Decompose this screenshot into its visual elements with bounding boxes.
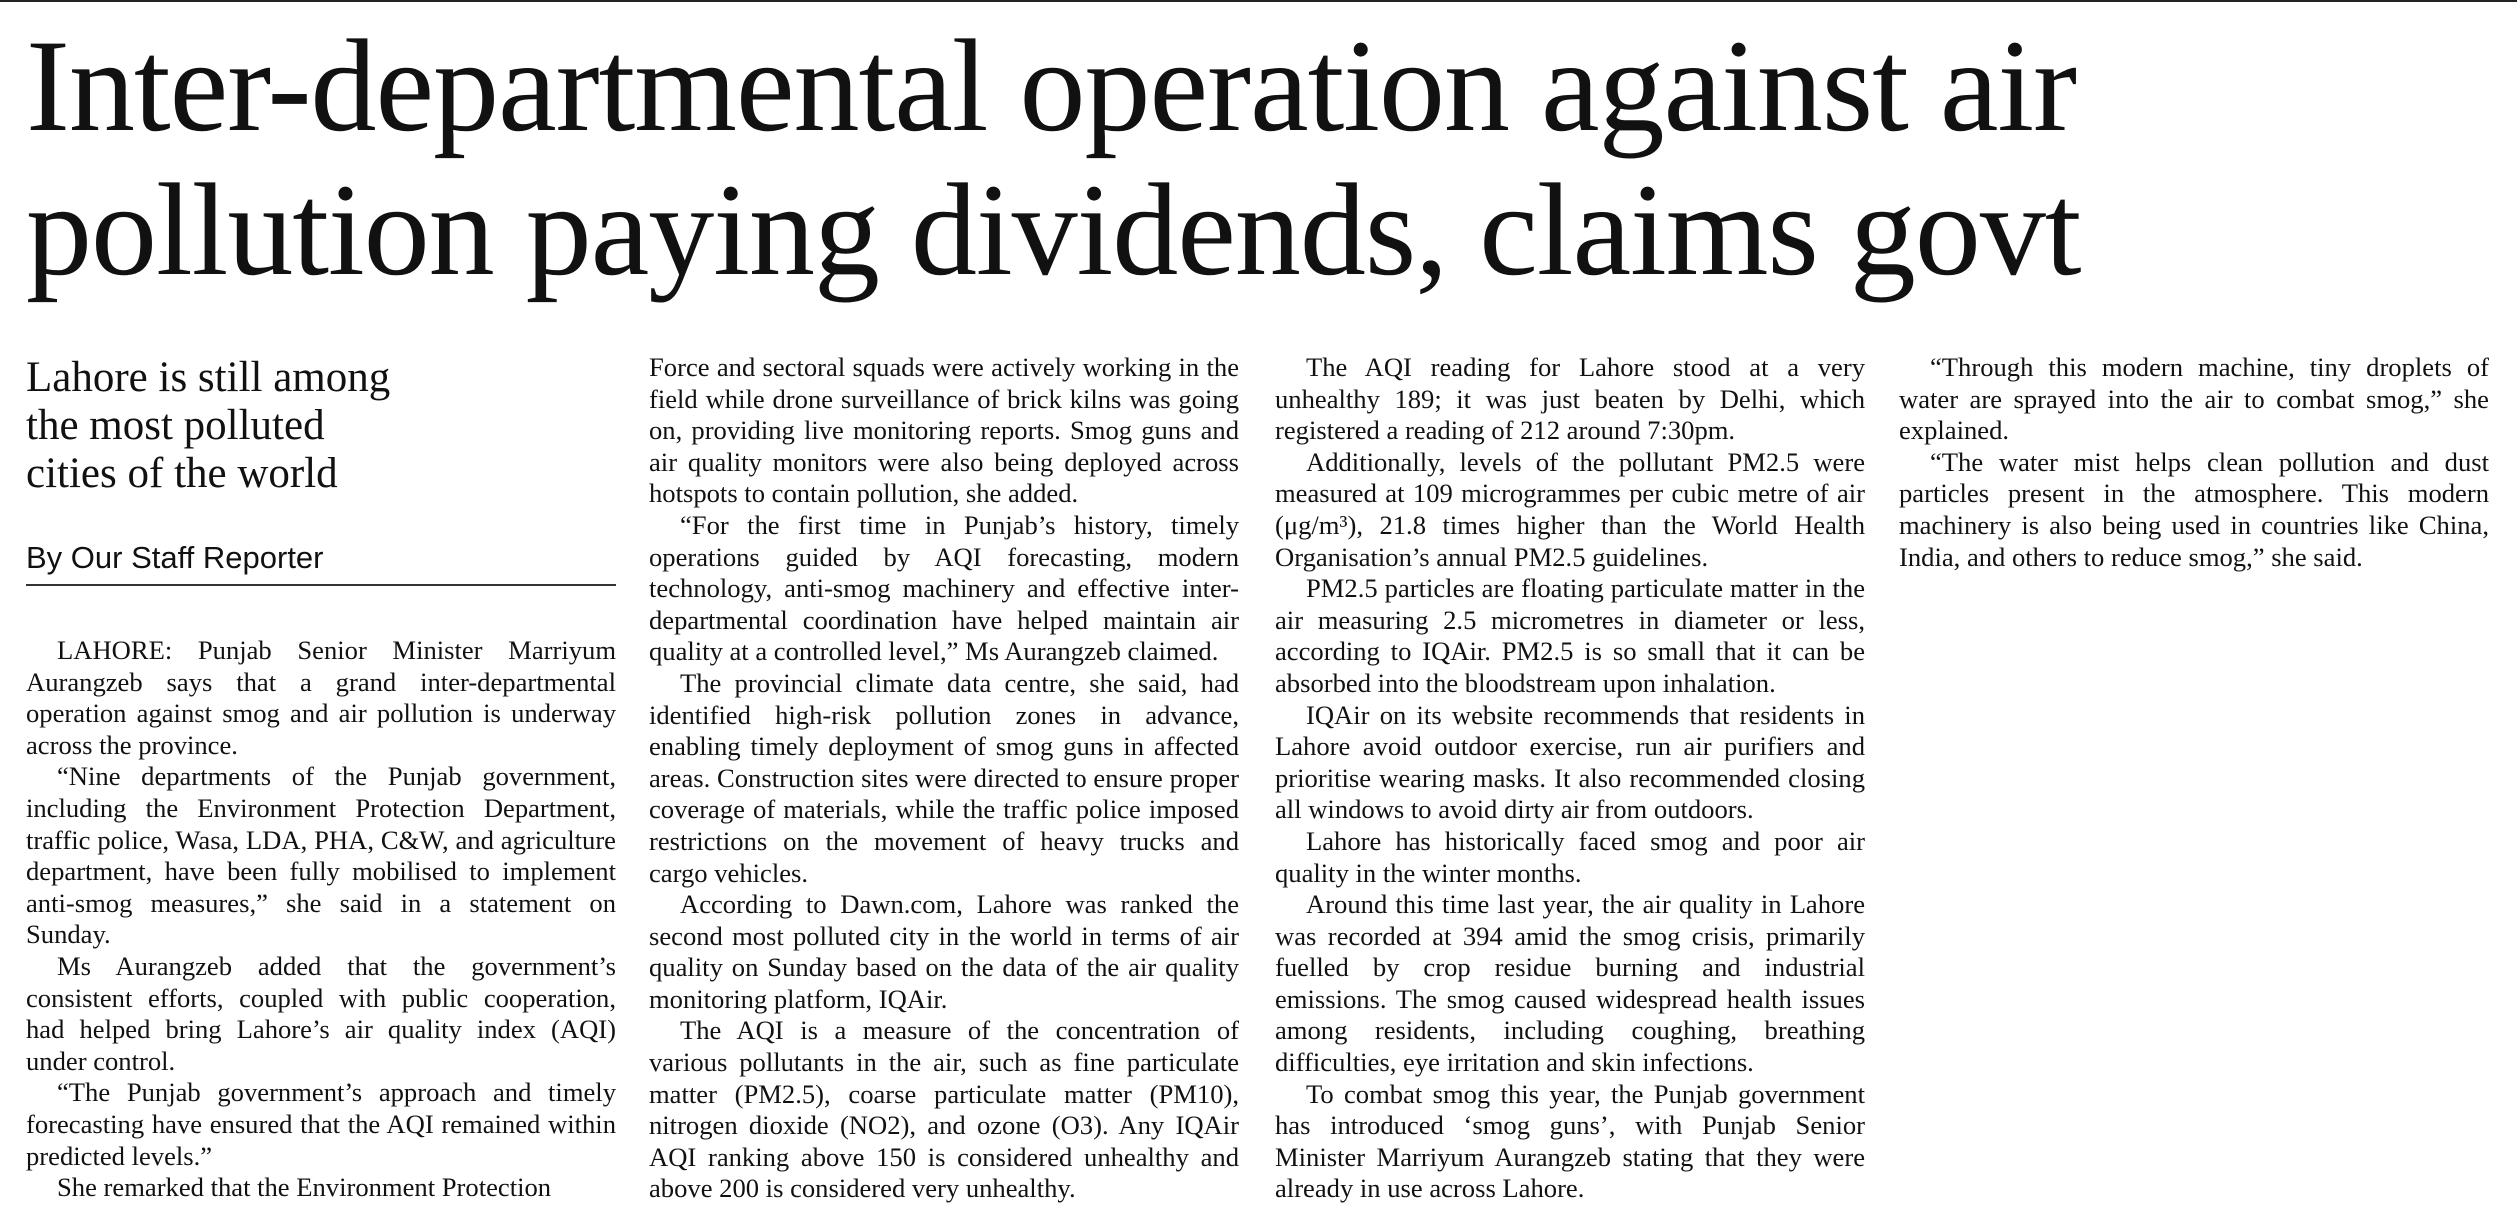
paragraph: “Nine departments of the Punjab government, including the Environment Protection Department, traffic police, Wasa, LDA, PHA, C&W, and agriculture department, have been fully mobilised to implement anti-smog measures,” she said in a statement on Sunday. <box>26 761 616 950</box>
column-1 <box>26 352 616 1222</box>
paragraph: The AQI is a measure of the concentration of various pollutants in the air, such as fine particulate matter (PM2.5), coarse particulate matter (PM10), nitrogen dioxide (NO2), and ozone (O3). Any IQAir AQI ranking above 150 is considered unhealthy and above 200 is considered very unhealthy. <box>649 1015 1239 1204</box>
column-2 <box>649 352 1239 1222</box>
deck <box>26 354 546 498</box>
byline: By Our Staff Reporter <box>26 540 616 586</box>
column-3 <box>1275 352 1865 1222</box>
paragraph: The AQI reading for Lahore stood at a very unhealthy 189; it was just beaten by Delhi, which registered a reading of 212 around 7:30pm. <box>1275 352 1865 446</box>
paragraph: To combat smog this year, the Punjab government has introduced ‘smog guns’, with Punjab Senior Minister Marriyum Aurangzeb stating that they were already in use across Lahore. <box>1275 1078 1865 1204</box>
deck-line-1: Lahore is still among <box>26 354 391 401</box>
paragraph: “For the first time in Punjab’s history, timely operations guided by AQI forecasting, modern technology, anti-smog machinery and effective inter-departmental coordination have helped maintain air quality at a controlled level,” Ms Aurangzeb claimed. <box>649 509 1239 667</box>
deck-line-3: cities of the world <box>26 450 338 497</box>
paragraph: “Through this modern machine, tiny droplets of water are sprayed into the air to combat smog,” she explained. <box>1899 352 2489 446</box>
top-rule <box>0 0 2517 2</box>
paragraph: The provincial climate data centre, she said, had identified high-risk pollution zones in advance, enabling timely deployment of smog guns in affected areas. Construction sites were directed to ensure proper coverage of materials, while the traffic police imposed restrictions on the movement of heavy trucks and cargo vehicles. <box>649 667 1239 888</box>
paragraph: Additionally, levels of the pollutant PM2.5 were measured at 109 microgrammes per cubic metre of air (μg/m³), 21.8 times higher than the World Health Organisation’s annual PM2.5 guidelines. <box>1275 446 1865 572</box>
deck-line-2: the most polluted <box>26 402 325 449</box>
paragraph: Force and sectoral squads were actively working in the field while drone surveillance of brick kilns was going on, providing live monitoring reports. Smog guns and air quality monitors were also being deployed across hotspots to contain pollution, she added. <box>649 352 1239 509</box>
headline <box>26 14 2496 302</box>
column-4 <box>1899 352 2489 1222</box>
paragraph: IQAir on its website recommends that residents in Lahore avoid outdoor exercise, run air purifiers and prioritise wearing masks. It also recommended closing all windows to avoid dirty air from outdoors. <box>1275 699 1865 825</box>
headline-line-1: Inter-departmental operation against air <box>26 12 2077 159</box>
paragraph: Ms Aurangzeb added that the government’s consistent efforts, coupled with public cooperation, had helped bring Lahore’s air quality index (AQI) under control. <box>26 950 616 1076</box>
column-1-body <box>26 635 616 1204</box>
paragraph: “The Punjab government’s approach and timely forecasting have ensured that the AQI remained within predicted levels.” <box>26 1077 616 1171</box>
headline-line-2: pollution paying dividends, claims govt <box>26 156 2081 303</box>
paragraph: LAHORE: Punjab Senior Minister Marriyum Aurangzeb says that a grand inter-departmental operation against smog and air pollution is underway across the province. <box>26 635 616 760</box>
paragraph: Lahore has historically faced smog and poor air quality in the winter months. <box>1275 825 1865 888</box>
paragraph: PM2.5 particles are floating particulate matter in the air measuring 2.5 micrometres in diameter or less, according to IQAir. PM2.5 is so small that it can be absorbed into the bloodstream upon inhalation. <box>1275 573 1865 698</box>
paragraph: “The water mist helps clean pollution and dust particles present in the atmosphere. This modern machinery is also being used in countries like China, India, and others to reduce smog,” she said. <box>1899 446 2489 572</box>
paragraph: According to Dawn.com, Lahore was ranked the second most polluted city in the world in terms of air quality on Sunday based on the data of the air quality monitoring platform, IQAir. <box>649 889 1239 1014</box>
paragraph: She remarked that the Environment Protection <box>57 1172 552 1203</box>
paragraph: Around this time last year, the air quality in Lahore was recorded at 394 amid the smog crisis, primarily fuelled by crop residue burning and industrial emissions. The smog caused widespread health issues among residents, including coughing, breathing difficulties, eye irritation and skin infections. <box>1275 889 1865 1078</box>
